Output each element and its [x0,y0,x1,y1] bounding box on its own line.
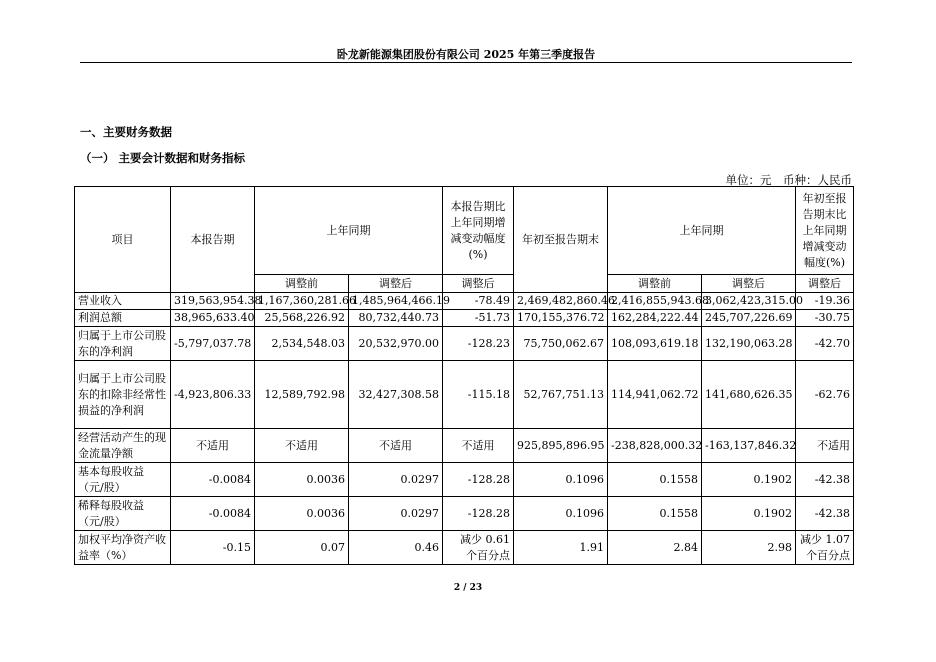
header-period-change: 本报告期比上年同期增减变动幅度(%) [443,187,514,275]
cell-ytd-prior-before: 2.84 [608,531,702,565]
cell-prior-after: 80,732,440.73 [349,310,443,327]
cell-change: -78.49 [443,293,514,310]
header-current-period: 本报告期 [171,187,255,293]
page-number: 2 / 23 [453,583,483,593]
cell-prior-before: 2,534,548.03 [255,327,349,361]
header-item: 项目 [75,187,171,293]
header-before-adj: 调整前 [255,275,349,293]
table-row [75,531,854,565]
cell-prior-after: 1,485,964,466.19 [349,293,443,310]
cell-ytd: 0.1096 [514,497,608,531]
section-title: 一、主要财务数据 [80,125,172,139]
cell-ytd-prior-before: 108,093,619.18 [608,327,702,361]
row-item: 营业收入 [75,293,171,310]
row-item: 经营活动产生的现金流量净额 [75,429,171,463]
table-row [75,293,854,310]
cell-prior-after: 0.46 [349,531,443,565]
header-ytd-change: 年初至报告期末比上年同期增减变动幅度(%) [796,187,854,275]
cell-ytd-prior-after: 245,707,226.69 [702,310,796,327]
cell-ytd: 170,155,376.72 [514,310,608,327]
cell-current: -5,797,037.78 [171,327,255,361]
table-row [75,497,854,531]
cell-prior-after: 0.0297 [349,463,443,497]
header-after-adj-ytd: 调整后 [702,275,796,293]
cell-ytd-change: -19.36 [796,293,854,310]
cell-change: -115.18 [443,361,514,429]
cell-current: 319,563,954.38 [171,293,255,310]
subsection-title: （一） 主要会计数据和财务指标 [80,151,246,165]
cell-prior-after: 20,532,970.00 [349,327,443,361]
cell-prior-before: 1,167,360,281.66 [255,293,349,310]
cell-change: -128.23 [443,327,514,361]
header-ytd: 年初至报告期末 [514,187,608,293]
cell-ytd-prior-after: 0.1902 [702,497,796,531]
cell-prior-before: 0.0036 [255,497,349,531]
cell-ytd-prior-before: -238,828,000.32 [608,429,702,463]
table-row [75,310,854,327]
cell-ytd-change: -62.76 [796,361,854,429]
cell-ytd-prior-before: 0.1558 [608,497,702,531]
cell-ytd-change: -42.38 [796,463,854,497]
cell-ytd-prior-before: 2,416,855,943.68 [608,293,702,310]
row-item: 利润总额 [75,310,171,327]
cell-current: -0.0084 [171,497,255,531]
row-item: 稀释每股收益（元/股） [75,497,171,531]
cell-prior-before: 0.07 [255,531,349,565]
table-row [75,429,854,463]
cell-ytd-prior-after: 3,062,423,315.00 [702,293,796,310]
header-after-adj-change: 调整后 [443,275,514,293]
cell-ytd-prior-after: -163,137,846.32 [702,429,796,463]
row-item: 归属于上市公司股东的净利润 [75,327,171,361]
row-item: 归属于上市公司股东的扣除非经常性损益的净利润 [75,361,171,429]
header-before-adj-ytd: 调整前 [608,275,702,293]
cell-prior-before: 25,568,226.92 [255,310,349,327]
cell-ytd-change: -30.75 [796,310,854,327]
header-after-adj-ytd-change: 调整后 [796,275,854,293]
cell-current: 不适用 [171,429,255,463]
table-row [75,327,854,361]
cell-ytd-prior-before: 114,941,062.72 [608,361,702,429]
cell-ytd-prior-after: 0.1902 [702,463,796,497]
cell-current: -0.15 [171,531,255,565]
table-row [75,361,854,429]
cell-ytd-prior-after: 132,190,063.28 [702,327,796,361]
cell-ytd-change: -42.38 [796,497,854,531]
cell-current: -4,923,806.33 [171,361,255,429]
cell-prior-before: 0.0036 [255,463,349,497]
row-item: 加权平均净资产收益率（%） [75,531,171,565]
cell-prior-after: 0.0297 [349,497,443,531]
cell-ytd: 925,895,896.95 [514,429,608,463]
cell-ytd: 52,767,751.13 [514,361,608,429]
cell-prior-before: 不适用 [255,429,349,463]
cell-ytd: 75,750,062.67 [514,327,608,361]
cell-change: -128.28 [443,463,514,497]
cell-prior-after: 不适用 [349,429,443,463]
cell-ytd-prior-before: 162,284,222.44 [608,310,702,327]
header-rule [80,62,852,63]
cell-ytd: 2,469,482,860.46 [514,293,608,310]
cell-current: -0.0084 [171,463,255,497]
header-prior-period: 上年同期 [255,187,443,275]
row-item: 基本每股收益（元/股） [75,463,171,497]
cell-change: -51.73 [443,310,514,327]
cell-ytd: 1.91 [514,531,608,565]
document-header: 卧龙新能源集团股份有限公司 2025 年第三季度报告 [336,48,596,61]
cell-change: 不适用 [443,429,514,463]
cell-prior-before: 12,589,792.98 [255,361,349,429]
header-prior-ytd: 上年同期 [608,187,796,275]
unit-note: 单位：元 币种：人民币 [725,173,852,187]
financial-data-table [74,186,854,565]
cell-ytd-prior-after: 141,680,626.35 [702,361,796,429]
cell-ytd: 0.1096 [514,463,608,497]
cell-current: 38,965,633.40 [171,310,255,327]
table-body [75,187,854,565]
cell-ytd-prior-after: 2.98 [702,531,796,565]
cell-change: 减少 0.61 个百分点 [443,531,514,565]
cell-ytd-change: -42.70 [796,327,854,361]
cell-ytd-prior-before: 0.1558 [608,463,702,497]
cell-change: -128.28 [443,497,514,531]
cell-ytd-change: 不适用 [796,429,854,463]
cell-ytd-change: 减少 1.07 个百分点 [796,531,854,565]
header-after-adj: 调整后 [349,275,443,293]
cell-prior-after: 32,427,308.58 [349,361,443,429]
table-row [75,463,854,497]
header-row-1 [75,187,854,275]
